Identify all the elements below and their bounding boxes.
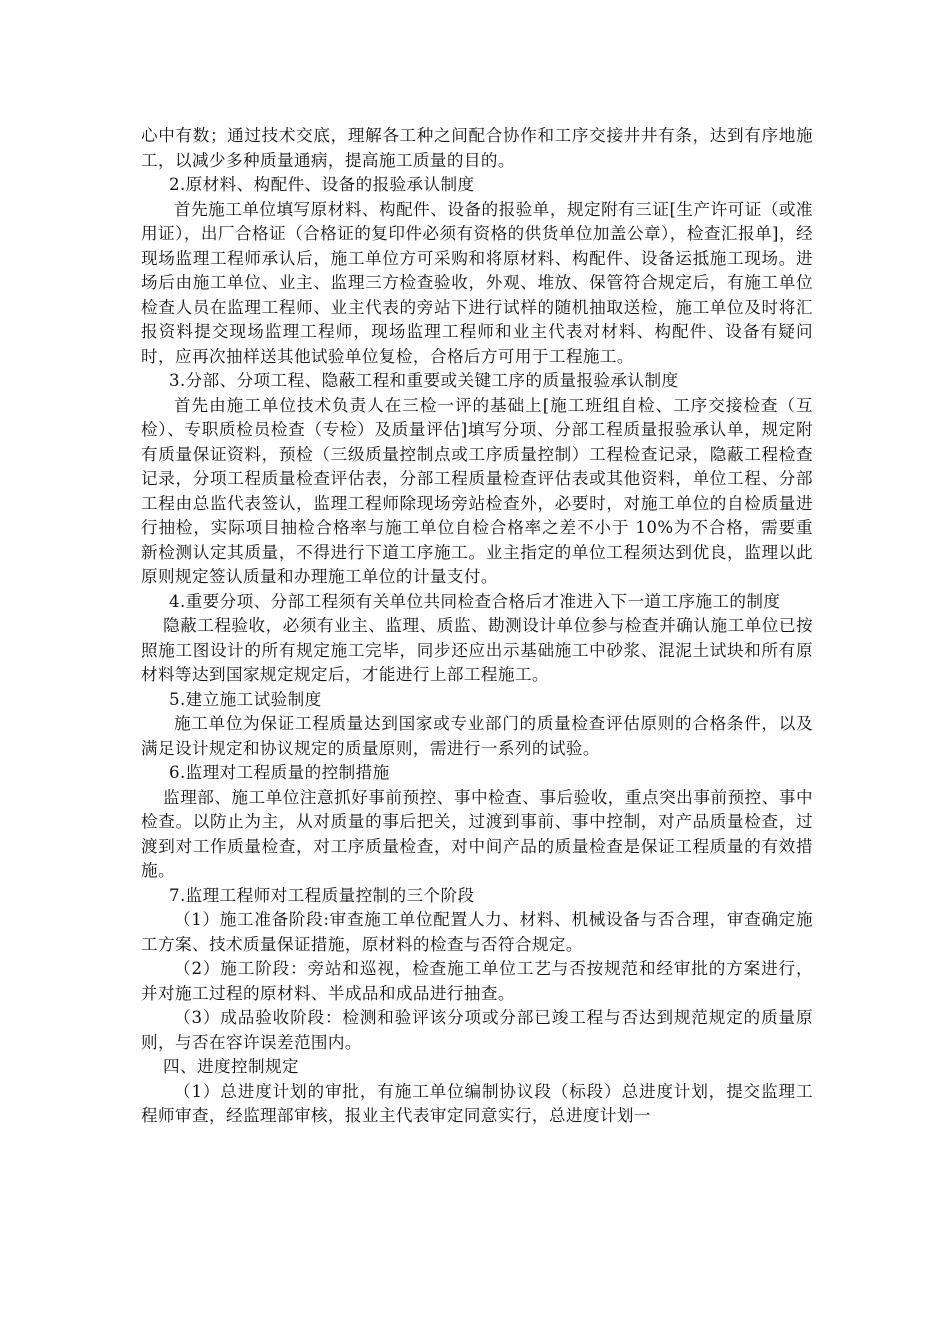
- list-item-acceptance-stage: （3）成品验收阶段：检测和验评该分项或分部已竣工程与否达到规范规定的质量原则，与否在容许误差范围内。: [141, 1008, 813, 1052]
- section-heading-material-inspection: 2.原材料、构配件、设备的报验承认制度: [169, 175, 475, 194]
- paragraph-subdivision-inspection: 首先由施工单位技术负责人在三检一评的基础上[施工班组自检、工序交接检查（互检）、专职质检员检查（专检）及质量评估]填写分项、分部工程质量报验承认单，规定附有质量保证资料，预检（三级质量控制点或工序质量控制）工程检查记录，隐蔽工程检查记录，分项工程质量检查评估表，分部工程质量检查评估表或其他资料，单位工程、分部工程由总监代表签认，监理工程师除现场旁站检查外，必要时，对施工单位的自检质量进行抽检，实际项目抽检合格率与施工单位自检合格率之差不小于 10%为不合格，需要重新检测认定其质量，不得进行下道工序施工。业主指定的单位工程须达到优良，监理以此原则规定签认质量和办理施工单位的计量支付。: [141, 395, 813, 586]
- paragraph-material-inspection: 首先施工单位填写原材料、构配件、设备的报验单，规定附有三证[生产许可证（或准用证），出厂合格证（合格证的复印件必须有资格的供货单位加盖公章），检查汇报单]，经现场监理工程师承认后，施工单位方可采购和将原材料、构配件、设备运抵施工现场。进场后由施工单位、业主、监理三方检查验收，外观、堆放、保管符合规定后，有施工单位检查人员在监理工程师、业主代表的旁站下进行试样的随机抽取送检，施工单位及时将汇报资料提交现场监理工程师，现场监理工程师和业主代表对材料、构配件、设备有疑问时，应再次抽样送其他试验单位复检，合格后方可用于工程施工。: [141, 199, 813, 366]
- paragraph-joint-inspection: 隐蔽工程验收，必须有业主、监理、质监、勘测设计单位参与检查并确认施工单位已按照施工图设计的所有规定施工完毕，同步还应出示基础施工中砂浆、混泥土试块和所有原材料等达到国家规定规定后，才能进行上部工程施工。: [141, 616, 813, 684]
- paragraph-control-measures: 监理部、施工单位注意抓好事前预控、事中检查、事后验收，重点突出事前预控、事中检查。以防止为主，从对质量的事后把关，过渡到事前、事中控制，对产品质量检查，过渡到对工作质量检查，对工序质量检查，对中间产品的质量检查是保证工程质量的有效措施。: [141, 787, 813, 880]
- paragraph-schedule-approval: （1）总进度计划的审批，有施工单位编制协议段（标段）总进度计划，提交监理工程师审查，经监理部审核，报业主代表审定同意实行，总进度计划一: [141, 1081, 813, 1125]
- list-item-preparation-stage: （1）施工准备阶段:审查施工单位配置人力、材料、机械设备与否合理，审查确定施工方案、技术质量保证措施，原材料的检查与否符合规定。: [141, 910, 813, 954]
- section-heading-control-measures: 6.监理对工程质量的控制措施: [169, 763, 390, 782]
- paragraph-continuation: 心中有数；通过技术交底，理解各工种之间配合协作和工序交接井井有条，达到有序地施工，以减少多种质量通病，提高施工质量的目的。: [141, 126, 813, 170]
- section-heading-three-stages: 7.监理工程师对工程质量控制的三个阶段: [169, 885, 475, 905]
- document-body: [141, 124, 813, 1129]
- section-heading-testing-system: 5.建立施工试验制度: [169, 689, 322, 709]
- paragraph-testing-system: 施工单位为保证工程质量达到国家或专业部门的质量检查评估原则的合格条件，以及满足设计规定和协议规定的质量原则，需进行一系列的试验。: [141, 714, 813, 758]
- list-item-construction-stage: （2）施工阶段：旁站和巡视，检查施工单位工艺与否按规范和经审批的方案进行，并对施工过程的原材料、半成品和成品进行抽查。: [141, 959, 813, 1003]
- section-heading-joint-inspection: 4.重要分项、分部工程须有关单位共同检查合格后才准进入下一道工序施工的制度: [169, 591, 781, 611]
- section-heading-subdivision-inspection: 3.分部、分项工程、隐蔽工程和重要或关键工序的质量报验承认制度: [169, 371, 679, 390]
- section-heading-schedule-control: 四、进度控制规定: [163, 1057, 299, 1076]
